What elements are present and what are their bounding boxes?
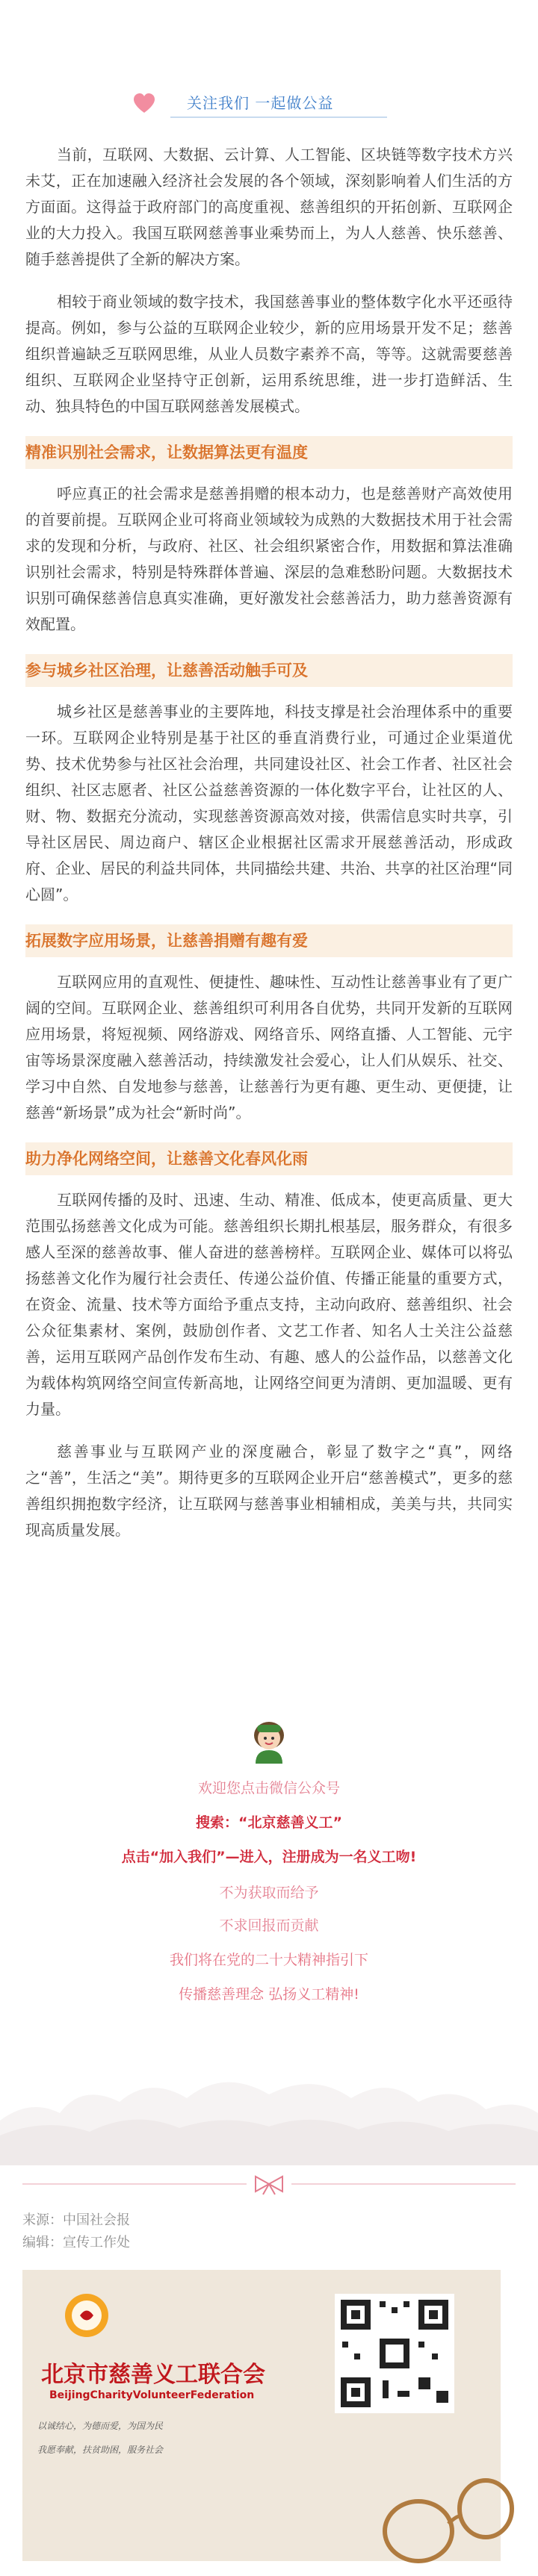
org-name-english: BeijingCharityVolunteerFederation [49, 2389, 255, 2401]
invite-line-2: 搜索：“北京慈善义工” [196, 1814, 342, 1831]
section-3-paragraph: 互联网应用的直观性、便捷性、趣味性、互动性让慈善事业有了更广阔的空间。互联网企业、慈善组织可利用各自优势，共同开发新的互联网应用场景，将短视频、网络游戏、网络音乐、网络直播、人工智能、元宇宙等场景深度融入慈善活动，持续激发社会爱心，让人们从娱乐、社交、学习中自然、自发地参与慈善，让慈善行为更有趣、更生动、更便捷，让慈善“新场景”成为社会“新时尚”。 [25, 973, 513, 1121]
invite-line-1: 欢迎您点击微信公众号 [197, 1780, 340, 1796]
follow-banner [0, 69, 538, 136]
invite-line-3: 点击“加入我们”—进入，注册成为一名义工吻! [121, 1849, 417, 1865]
invite-line-7: 传播慈善理念 弘扬义工精神! [179, 1986, 359, 2003]
motto-line-2: 我愿奉献，扶贫助困，服务社会 [37, 2445, 164, 2455]
section-2-paragraph: 城乡社区是慈善事业的主要阵地，科技支撑是社会治理体系中的重要一环。互联网企业特别是基于社区的垂直消费行业，可通过企业渠道优势、技术优势参与社区社会治理，共同建设社区、社会工作者、社区社会组织、社区志愿者、社区公益慈善资源的一体化数字平台，让社区的人、财、物、数据充分流动，实现慈善资源高效对接，供需信息实时共享，引导社区居民、周边商户、辖区企业根据社区需求开展慈善活动，形成政府、企业、居民的利益共同体，共同描绘共建、共治、共享的社区治理“同心圆”。 [25, 703, 513, 903]
bow-divider-icon [22, 2173, 516, 2195]
section-heading-3: 拓展数字应用场景，让慈善捐赠有趣有爱 [25, 924, 513, 957]
section-heading-4: 助力净化网络空间，让慈善文化春风化雨 [25, 1142, 513, 1175]
section-heading-2: 参与城乡社区治理，让慈善活动触手可及 [25, 654, 513, 687]
follow-us-text: 关注我们 一起做公益 [170, 88, 387, 118]
intro-paragraph-1: 当前，互联网、大数据、云计算、人工智能、区块链等数字技术方兴未艾，正在加速融入经济社会发展的各个领域，深刻影响着人们生活的方方面面。这得益于政府部门的高度重视、慈善组织的开拓创新、互联网企业的大力投入。我国互联网慈善事业乘势而上，为人人慈善、快乐慈善、随手慈善提供了全新的解决方案。 [25, 146, 513, 268]
section-heading-1: 精准识别社会需求，让数据算法更有温度 [25, 436, 513, 469]
qr-code[interactable] [335, 2294, 454, 2413]
section-4-paragraph-2: 慈善事业与互联网产业的深度融合，彰显了数字之“真”，网络之“善”，生活之“美”。期待更多的互联网企业开启“慈善模式”，更多的慈善组织拥抱数字经济，让互联网与慈善事业相辅相成，美美与共，共同实现高质量发展。 [25, 1443, 513, 1539]
invite-line-5: 不求回报而贡献 [219, 1917, 319, 1934]
volunteer-mascot-icon [247, 1717, 291, 1764]
source-line: 来源：中国社会报 [22, 2212, 130, 2228]
heart-icon [133, 93, 155, 115]
glasses-decoration-icon [374, 2404, 516, 2576]
section-4-paragraph-1: 互联网传播的及时、迅速、生动、精准、低成本，使更高质量、更大范围弘扬慈善文化成为可能。慈善组织长期扎根基层，服务群众，有很多感人至深的慈善故事、催人奋进的慈善榜样。互联网企业、媒体可以将弘扬慈善文化作为履行社会责任、传递公益价值、传播正能量的重要方式，在资金、流量、技术等方面给予重点支持，主动向政府、慈善组织、社会公众征集素材、案例，鼓励创作者、文艺工作者、知名人士关注公益慈善，运用互联网产品创作发布生动、有趣、感人的公益作品，以慈善文化为载体构筑网络空间宣传新高地，让网络空间更为清朗、更加温暖、更有力量。 [25, 1191, 513, 1418]
section-1-paragraph: 呼应真正的社会需求是慈善捐赠的根本动力，也是慈善财产高效使用的首要前提。互联网企业可将商业领域较为成熟的大数据技术用于社会需求的发现和分析，与政府、社区、社会组织紧密合作，用数据和算法准确识别社会需求，特别是特殊群体普遍、深层的急难愁盼问题。大数据技术识别可确保慈善信息真实准确，更好激发社会慈善活力，助力慈善资源有效配置。 [25, 485, 513, 633]
org-card [22, 2270, 501, 2561]
article-body [25, 142, 513, 1560]
org-logo-icon [64, 2292, 110, 2339]
editor-line: 编辑：宣传工作处 [22, 2235, 130, 2250]
invite-line-4: 不为获取而给予 [219, 1885, 319, 1901]
intro-paragraph-2: 相较于商业领域的数字技术，我国慈善事业的整体数字化水平还亟待提高。例如，参与公益的互联网企业较少，新的应用场景开发不足；慈善组织普遍缺乏互联网思维，从业人员数字素养不高，等等。这就需要慈善组织、互联网企业坚持守正创新，运用系统思维，进一步打造鲜活、生动、独具特色的中国互联网慈善发展模式。 [25, 293, 513, 415]
cloud-decoration-icon [0, 2038, 538, 2165]
org-name: 北京市慈善义工联合会 [41, 2362, 265, 2388]
invite-line-6: 我们将在党的二十大精神指引下 [169, 1952, 368, 1968]
motto-line-1: 以诚结心，为德而爱，为国为民 [37, 2421, 164, 2431]
